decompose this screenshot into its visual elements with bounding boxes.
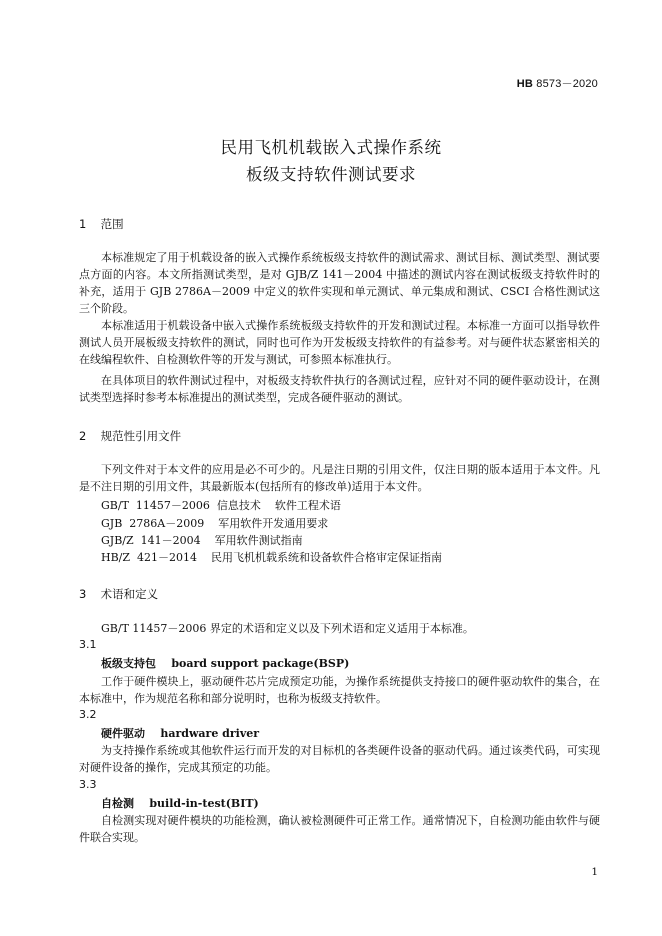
page-number: 1 — [591, 866, 598, 878]
section-1-heading — [79, 216, 124, 232]
reference-item: GJB/Z 141－2004 军用软件测试指南 — [101, 534, 303, 547]
section-title: 范围 — [100, 217, 124, 231]
term-number: 3.2 — [79, 708, 97, 721]
reference-item: GB/T 11457－2006 信息技术 软件工程术语 — [101, 499, 341, 512]
reference-item: GJB 2786A－2009 军用软件开发通用要求 — [101, 517, 329, 530]
scope-paragraph-3: 在具体项目的软件测试过程中，对板级支持软件执行的各测试过程，应针对不同的硬件驱动设计，在测试类型选择时参考本标准提出的测试类型，完成各硬件驱动的测试。 — [79, 374, 600, 404]
section-3-heading — [79, 586, 158, 602]
section-number: 3 — [79, 587, 87, 601]
document-title-line-1: 民用飞机机载嵌入式操作系统 — [220, 138, 442, 157]
term-number: 3.1 — [79, 638, 97, 651]
standard-prefix: HB — [516, 78, 533, 90]
section-title: 术语和定义 — [100, 587, 159, 601]
scope-paragraph-2: 本标准适用于机载设备中嵌入式操作系统板级支持软件的开发和测试过程。本标准一方面可以指导软件测试人员开展板级支持软件的测试，同时也可作为开发板级支持软件的有益参考。对与硬件状态紧密相关的在线编程软件、自检测软件等的开发与测试，可参照本标准执行。 — [79, 319, 600, 366]
term-definition: 自检测实现对硬件模块的功能检测，确认被检测硬件可正常工作。通常情况下，自检测功能由软件与硬件联合实现。 — [79, 814, 600, 844]
term-en: hardware driver — [160, 727, 260, 740]
section-title: 规范性引用文件 — [100, 429, 182, 443]
term-definition: 为支持操作系统或其他软件运行而开发的对目标机的各类硬件设备的驱动代码。通过该类代码，可实现对硬件设备的操作，完成其预定的功能。 — [79, 744, 600, 774]
section-number: 2 — [79, 429, 87, 443]
term-title — [101, 725, 259, 741]
reference-item: HB/Z 421－2014 民用飞机机载系统和设备软件合格审定保证指南 — [101, 551, 442, 564]
term-definition: 工作于硬件模块上，驱动硬件芯片完成预定功能，为操作系统提供支持接口的硬件驱动软件的集合，在本标准中，作为规范名称和部分说明时，也称为板级支持软件。 — [79, 675, 600, 705]
term-zh: 板级支持包 — [101, 657, 156, 670]
section-2-heading — [79, 428, 181, 444]
document-title-line-2: 板级支持软件测试要求 — [246, 165, 416, 184]
section-number: 1 — [79, 217, 87, 231]
term-en: build-in-test(BIT) — [149, 797, 259, 810]
term-title — [101, 655, 349, 671]
term-zh: 自检测 — [101, 797, 134, 810]
normative-references-paragraph: 下列文件对于本文件的应用是必不可少的。凡是注日期的引用文件，仅注日期的版本适用于本文件。凡是不注日期的引用文件，其最新版本(包括所有的修改单)适用于本文件。 — [79, 463, 600, 493]
standard-number: 8573－2020 — [533, 78, 598, 90]
standard-code-header — [517, 75, 598, 91]
term-number: 3.3 — [79, 778, 97, 791]
term-zh: 硬件驱动 — [101, 727, 145, 740]
terms-intro-paragraph: GB/T 11457－2006 界定的术语和定义以及下列术语和定义适用于本标准。 — [101, 622, 474, 635]
scope-paragraph-1: 本标准规定了用于机载设备的嵌入式操作系统板级支持软件的测试需求、测试目标、测试类型、测试要点方面的内容。本文所指测试类型，是对 GJB/Z 141－2004 中描述的测试内容在测试板级支持软件时的补充，适用于 GJB 2786A－2009 中定义的软件实现和单元测试、单元集成和测试、CSCI 合格性测试这三个阶段。 — [79, 251, 600, 315]
term-title — [101, 795, 259, 811]
term-en: board support package(BSP) — [171, 657, 350, 670]
